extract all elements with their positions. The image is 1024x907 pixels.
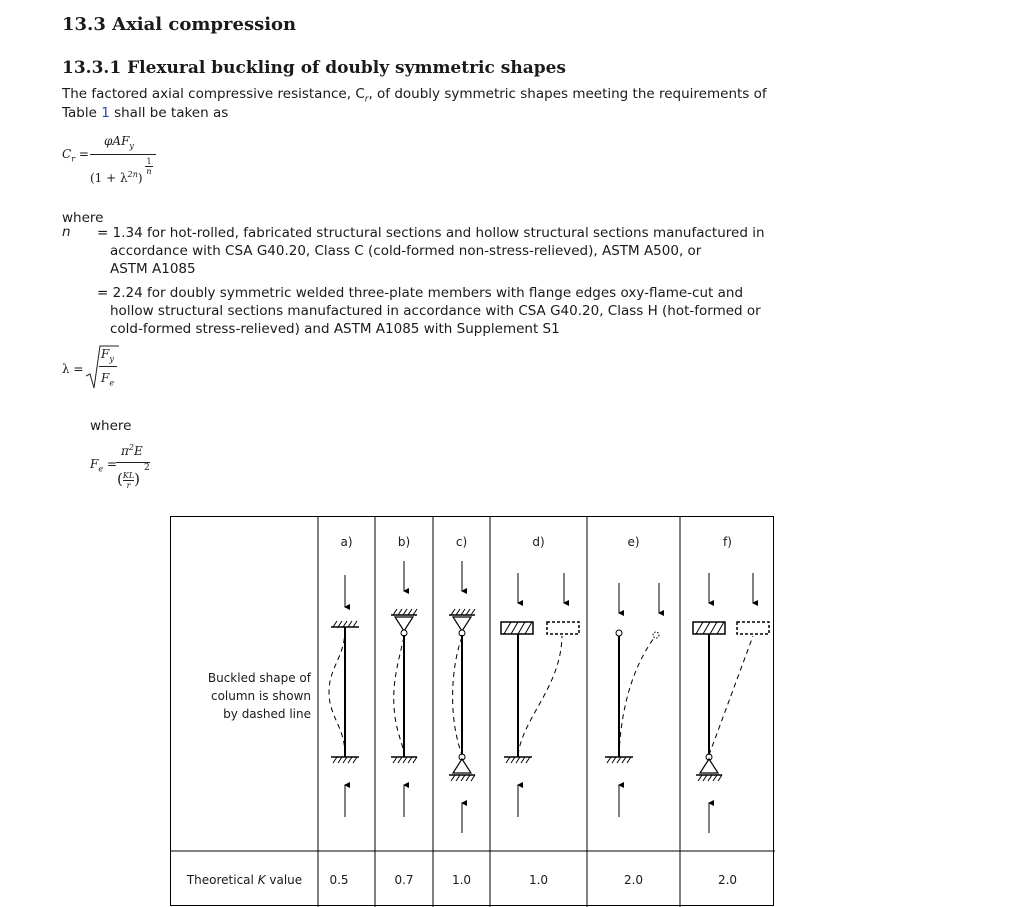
k-value-f: 2.0 [717, 873, 738, 887]
formula-lambda-num: $F_y$ [101, 347, 114, 364]
formula-fe-lhs: $F_e$ = [90, 457, 117, 474]
column-e-diagram [605, 583, 659, 817]
column-a-diagram [329, 575, 359, 817]
formula-cr-fraction-bar [90, 154, 156, 155]
column-d-diagram [501, 573, 579, 817]
var-n: n [62, 224, 71, 240]
figure-caption: Buckled shape of column is shown by dashed line [207, 671, 311, 721]
subsection-title: 13.3.1 Flexural buckling of doubly symmetric shapes [62, 58, 567, 78]
column-f-diagram [693, 573, 769, 833]
n-def-1-line-2: accordance with CSA G40.20, Class C (cold-formed non-stress-relieved), ASTM A500, or [110, 243, 702, 259]
formula-cr-lhs: $C_r$ = [62, 147, 89, 164]
where-label-2: where [90, 418, 132, 434]
k-factor-figure [170, 516, 774, 906]
formula-cr-denominator: $(1 + \lambda^{2n})$ [90, 170, 143, 185]
k-value-a: 0.5 [329, 873, 349, 887]
column-label-b: b) [397, 535, 411, 549]
column-label-f: f) [723, 535, 732, 549]
intro-line-2: Table 1 shall be taken as [62, 105, 229, 121]
formula-lambda-den: $F_e$ [101, 371, 115, 388]
formula-fe-den: ( $\frac{KL}{r}$ ) [117, 470, 141, 490]
n-def-1-line-1: = 1.34 for hot-rolled, fabricated structural sections and hollow structural sections manufactured in [97, 225, 765, 241]
k-value-d: 1.0 [528, 873, 549, 887]
formula-lambda-lhs: λ = [62, 362, 84, 376]
k-value-c: 1.0 [451, 873, 472, 887]
section-title: 13.3 Axial compression [62, 14, 297, 35]
formula-cr-exponent: 1 n [146, 157, 152, 176]
n-def-1-line-3: ASTM A1085 [110, 261, 196, 277]
intro-line-1: The factored axial compressive resistance, $C_r$, of doubly symmetric shapes meeting the requirements of [62, 86, 767, 105]
n-def-2-line-2: hollow structural sections manufactured in accordance with CSA G40.20, Class H (hot-formed or [110, 303, 761, 319]
k-value-b: 0.7 [394, 873, 414, 887]
column-label-a: a) [340, 535, 353, 549]
column-label-d: d) [532, 535, 545, 549]
formula-lambda-bar [99, 366, 117, 367]
table-link[interactable]: 1 [101, 105, 110, 121]
formula-cr-numerator: φAF$_y$ [104, 134, 134, 151]
column-b-diagram [391, 561, 417, 817]
where-label-1: where [62, 210, 104, 226]
k-value-label: Theoretical K value [186, 873, 303, 887]
column-c-diagram [449, 561, 475, 833]
column-label-e: e) [627, 535, 640, 549]
k-value-e: 2.0 [623, 873, 644, 887]
n-def-2-line-3: cold-formed stress-relieved) and ASTM A1085 with Supplement S1 [110, 321, 560, 337]
formula-fe-num: $\pi^2E$ [121, 443, 143, 458]
n-def-2-line-1: = 2.24 for doubly symmetric welded three-plate members with flange edges oxy-flame-cut and [97, 285, 744, 301]
formula-fe-den-sup: 2 [144, 463, 150, 473]
column-label-c: c) [455, 535, 468, 549]
